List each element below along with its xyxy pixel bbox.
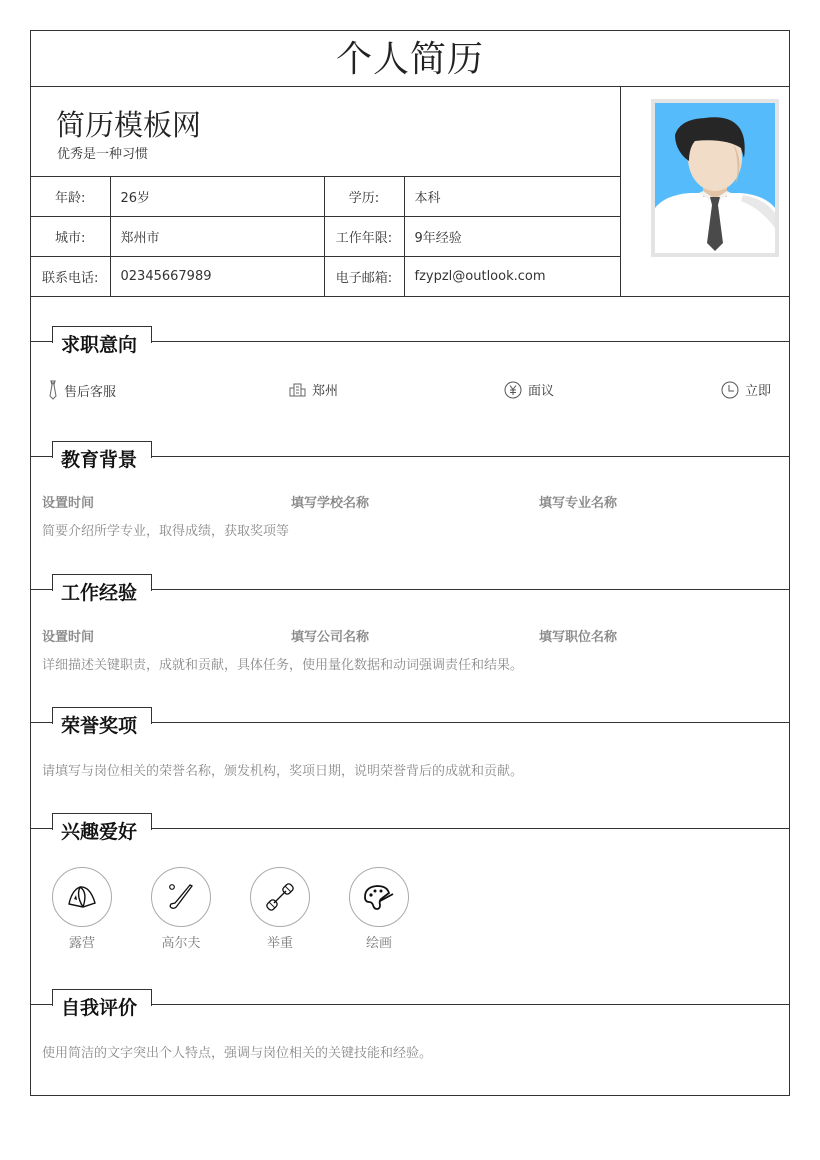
palette-icon — [363, 883, 395, 911]
section-title: 荣誉奖项 — [61, 715, 138, 737]
info-label-city: 城市: — [31, 217, 110, 257]
info-row — [31, 217, 620, 257]
honors-description: 请填写与岗位相关的荣誉名称，颁发机构，奖项日期，说明荣誉背后的成就和贡献。 — [42, 764, 524, 779]
intent-salary-text: 面议 — [528, 384, 555, 399]
intent-city — [289, 380, 338, 399]
info-row — [31, 257, 620, 297]
hobby-camping — [51, 867, 113, 951]
info-label-phone: 联系电话: — [31, 257, 110, 297]
tent-icon — [66, 884, 98, 910]
intent-position-text: 售后客服 — [64, 384, 117, 400]
section-title: 兴趣爱好 — [61, 821, 138, 843]
tie-icon — [48, 380, 58, 400]
profile-block — [31, 87, 789, 297]
info-table — [31, 177, 620, 296]
section-work — [31, 575, 789, 705]
avatar-man-icon — [655, 103, 775, 253]
info-label-education: 学历: — [324, 177, 404, 217]
section-title: 工作经验 — [61, 582, 138, 604]
info-label-email: 电子邮箱: — [324, 257, 404, 297]
info-label-years: 工作年限: — [324, 217, 404, 257]
hobby-icon-circle — [349, 867, 409, 927]
hobby-label: 举重 — [266, 936, 293, 951]
section-job-intent — [31, 326, 789, 441]
section-hobbies — [31, 814, 789, 984]
section-title: 教育背景 — [61, 449, 138, 471]
profile-info — [31, 87, 621, 296]
education-school: 填写学校名称 — [291, 496, 370, 511]
hobby-icon-circle — [250, 867, 310, 927]
dumbbell-icon — [264, 881, 296, 913]
work-description: 详细描述关键职责，成就和贡献，具体任务，使用量化数据和动词强调责任和结果。 — [42, 658, 524, 673]
intent-availability-text: 立即 — [745, 384, 772, 399]
clock-icon — [721, 381, 739, 399]
photo-frame — [651, 99, 779, 257]
hobby-weightlifting — [249, 867, 311, 951]
work-company: 填写公司名称 — [291, 630, 370, 645]
hobby-label: 露营 — [68, 936, 95, 951]
document-title: 个人简历 — [31, 31, 789, 87]
golf-icon — [165, 881, 197, 913]
work-time: 设置时间 — [42, 630, 95, 645]
info-value-phone: 02345667989 — [110, 257, 324, 297]
hobby-label: 高尔夫 — [161, 936, 201, 951]
intent-city-text: 郑州 — [312, 384, 339, 399]
section-honors — [31, 708, 789, 808]
section-self-evaluation — [31, 990, 789, 1090]
hobby-painting — [348, 867, 410, 951]
candidate-motto: 优秀是一种习惯 — [57, 147, 149, 162]
info-value-years: 9年经验 — [404, 217, 620, 257]
education-description: 简要介绍所学专业，取得成绩，获取奖项等 — [42, 524, 290, 539]
resume-page — [30, 30, 790, 1096]
info-row — [31, 177, 620, 217]
avatar-photo — [655, 103, 775, 253]
section-education — [31, 441, 789, 571]
info-value-education: 本科 — [404, 177, 620, 217]
self-evaluation-description: 使用简洁的文字突出个人特点，强调与岗位相关的关键技能和经验。 — [42, 1046, 433, 1061]
section-title: 求职意向 — [61, 334, 138, 356]
education-time: 设置时间 — [42, 496, 95, 511]
candidate-name: 简历模板网 — [56, 108, 202, 142]
hobby-icon-circle — [52, 867, 112, 927]
hobby-golf — [150, 867, 212, 951]
info-value-city: 郑州市 — [110, 217, 324, 257]
yen-icon — [504, 381, 522, 399]
section-title: 自我评价 — [61, 997, 138, 1019]
intent-salary — [504, 380, 554, 399]
intent-position — [48, 380, 116, 400]
info-value-age: 26岁 — [110, 177, 324, 217]
work-position: 填写职位名称 — [539, 630, 618, 645]
hobby-label: 绘画 — [365, 936, 392, 951]
info-value-email: fzypzl@outlook.com — [414, 269, 546, 284]
info-label-age: 年龄: — [31, 177, 110, 217]
name-area — [31, 87, 620, 177]
hobby-icon-circle — [151, 867, 211, 927]
building-icon — [289, 383, 306, 397]
intent-availability — [721, 380, 771, 399]
education-major: 填写专业名称 — [539, 496, 618, 511]
